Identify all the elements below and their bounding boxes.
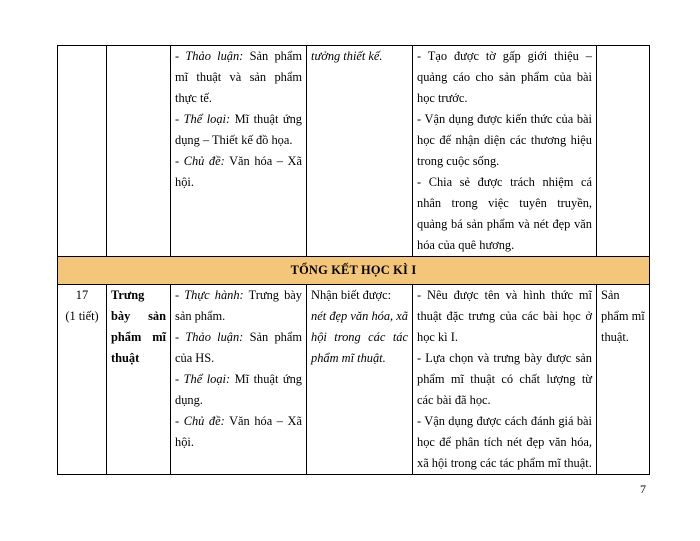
activity-text: Trưng bày sản phẩm.: [175, 288, 303, 323]
activity-text: Mĩ thuật ứng dụng.: [175, 372, 302, 407]
requirement-item: - Nêu được tên và hình thức mĩ thuật đặc trưng của các bài học ở học kì I.: [417, 288, 592, 344]
activities-cell: [171, 285, 307, 475]
activity-text: Sản phẩm mĩ thuật và sản phẩm thực tế.: [175, 49, 302, 105]
knowledge-cell: [307, 285, 413, 475]
activity-item: - Thực hành: Trưng bày sản phẩm.: [175, 288, 303, 323]
activity-item: - Thể loại: Mĩ thuật ứng dụng.: [175, 372, 302, 407]
requirement-item: - Vận dụng được kiến thức của bài học để nhận diện các thương hiệu trong cuộc sống.: [417, 112, 592, 168]
table-row: [58, 285, 650, 475]
activity-item: - Chủ đề: Văn hóa – Xã hội.: [175, 154, 302, 189]
activity-item: - Thể loại: Mĩ thuật ứng dụng – Thiết kế đồ họa.: [175, 112, 302, 147]
knowledge-text: nét đẹp văn hóa, xã hội trong các tác phẩm mĩ thuật.: [311, 309, 408, 365]
activity-label: Thảo luận:: [185, 49, 244, 63]
table-cell: [107, 46, 171, 257]
page-number: 7: [640, 482, 646, 496]
activity-text: Sản phẩm của HS.: [175, 330, 302, 365]
activity-label: Thể loại:: [183, 372, 231, 386]
activity-text: Văn hóa – Xã hội.: [175, 414, 302, 449]
knowledge-cell: tưởng thiết kế.: [307, 46, 413, 257]
activity-text: Mĩ thuật ứng dụng – Thiết kế đồ họa.: [175, 112, 302, 147]
requirements-cell: [413, 46, 597, 257]
lesson-number-cell: [58, 285, 107, 475]
requirement-item: - Chia sẻ được trách nhiệm cá nhân trong việc tuyên truyền, quảng bá sản phẩm và nét đẹp văn hóa của quê hương.: [417, 175, 592, 252]
requirement-item: - Lựa chọn và trưng bày được sản phẩm mĩ thuật có chất lượng từ các bài đã học.: [417, 351, 592, 407]
activity-item: - Chủ đề: Văn hóa – Xã hội.: [175, 414, 302, 449]
activity-item: - Thảo luận: Sản phẩm của HS.: [175, 330, 302, 365]
table-cell: [58, 46, 107, 257]
activity-item: - Thảo luận: Sản phẩm mĩ thuật và sản phẩm thực tế.: [175, 49, 302, 105]
activities-cell: [171, 46, 307, 257]
lesson-duration: (1 tiết): [65, 309, 99, 323]
activity-label: Chủ đề:: [183, 414, 225, 428]
lesson-number: 17: [75, 288, 89, 302]
activity-label: Chủ đề:: [183, 154, 225, 168]
section-title: TỔNG KẾT HỌC KÌ I: [58, 257, 650, 285]
table-row: [58, 46, 650, 257]
knowledge-heading: Nhận biết được:: [311, 288, 392, 302]
requirements-cell: [413, 285, 597, 475]
requirement-item: - Vận dụng được cách đánh giá bài học để phân tích nét đẹp văn hóa, xã hội trong các tác phẩm mĩ thuật.: [417, 414, 592, 470]
activity-text: Văn hóa – Xã hội.: [175, 154, 302, 189]
activity-label: Thảo luận:: [185, 330, 244, 344]
activity-label: Thể loại:: [183, 112, 231, 126]
lesson-title-cell: Trưng bày sản phẩm mĩ thuật: [107, 285, 171, 475]
product-cell: Sản phẩm mĩ thuật.: [597, 285, 650, 475]
requirement-item: - Tạo được tờ gấp giới thiệu – quảng cáo cho sản phẩm của bài học trước.: [417, 49, 592, 105]
curriculum-table: [57, 45, 650, 475]
table-cell: [597, 46, 650, 257]
activity-label: Thực hành:: [184, 288, 244, 302]
section-header-row: [58, 257, 650, 285]
